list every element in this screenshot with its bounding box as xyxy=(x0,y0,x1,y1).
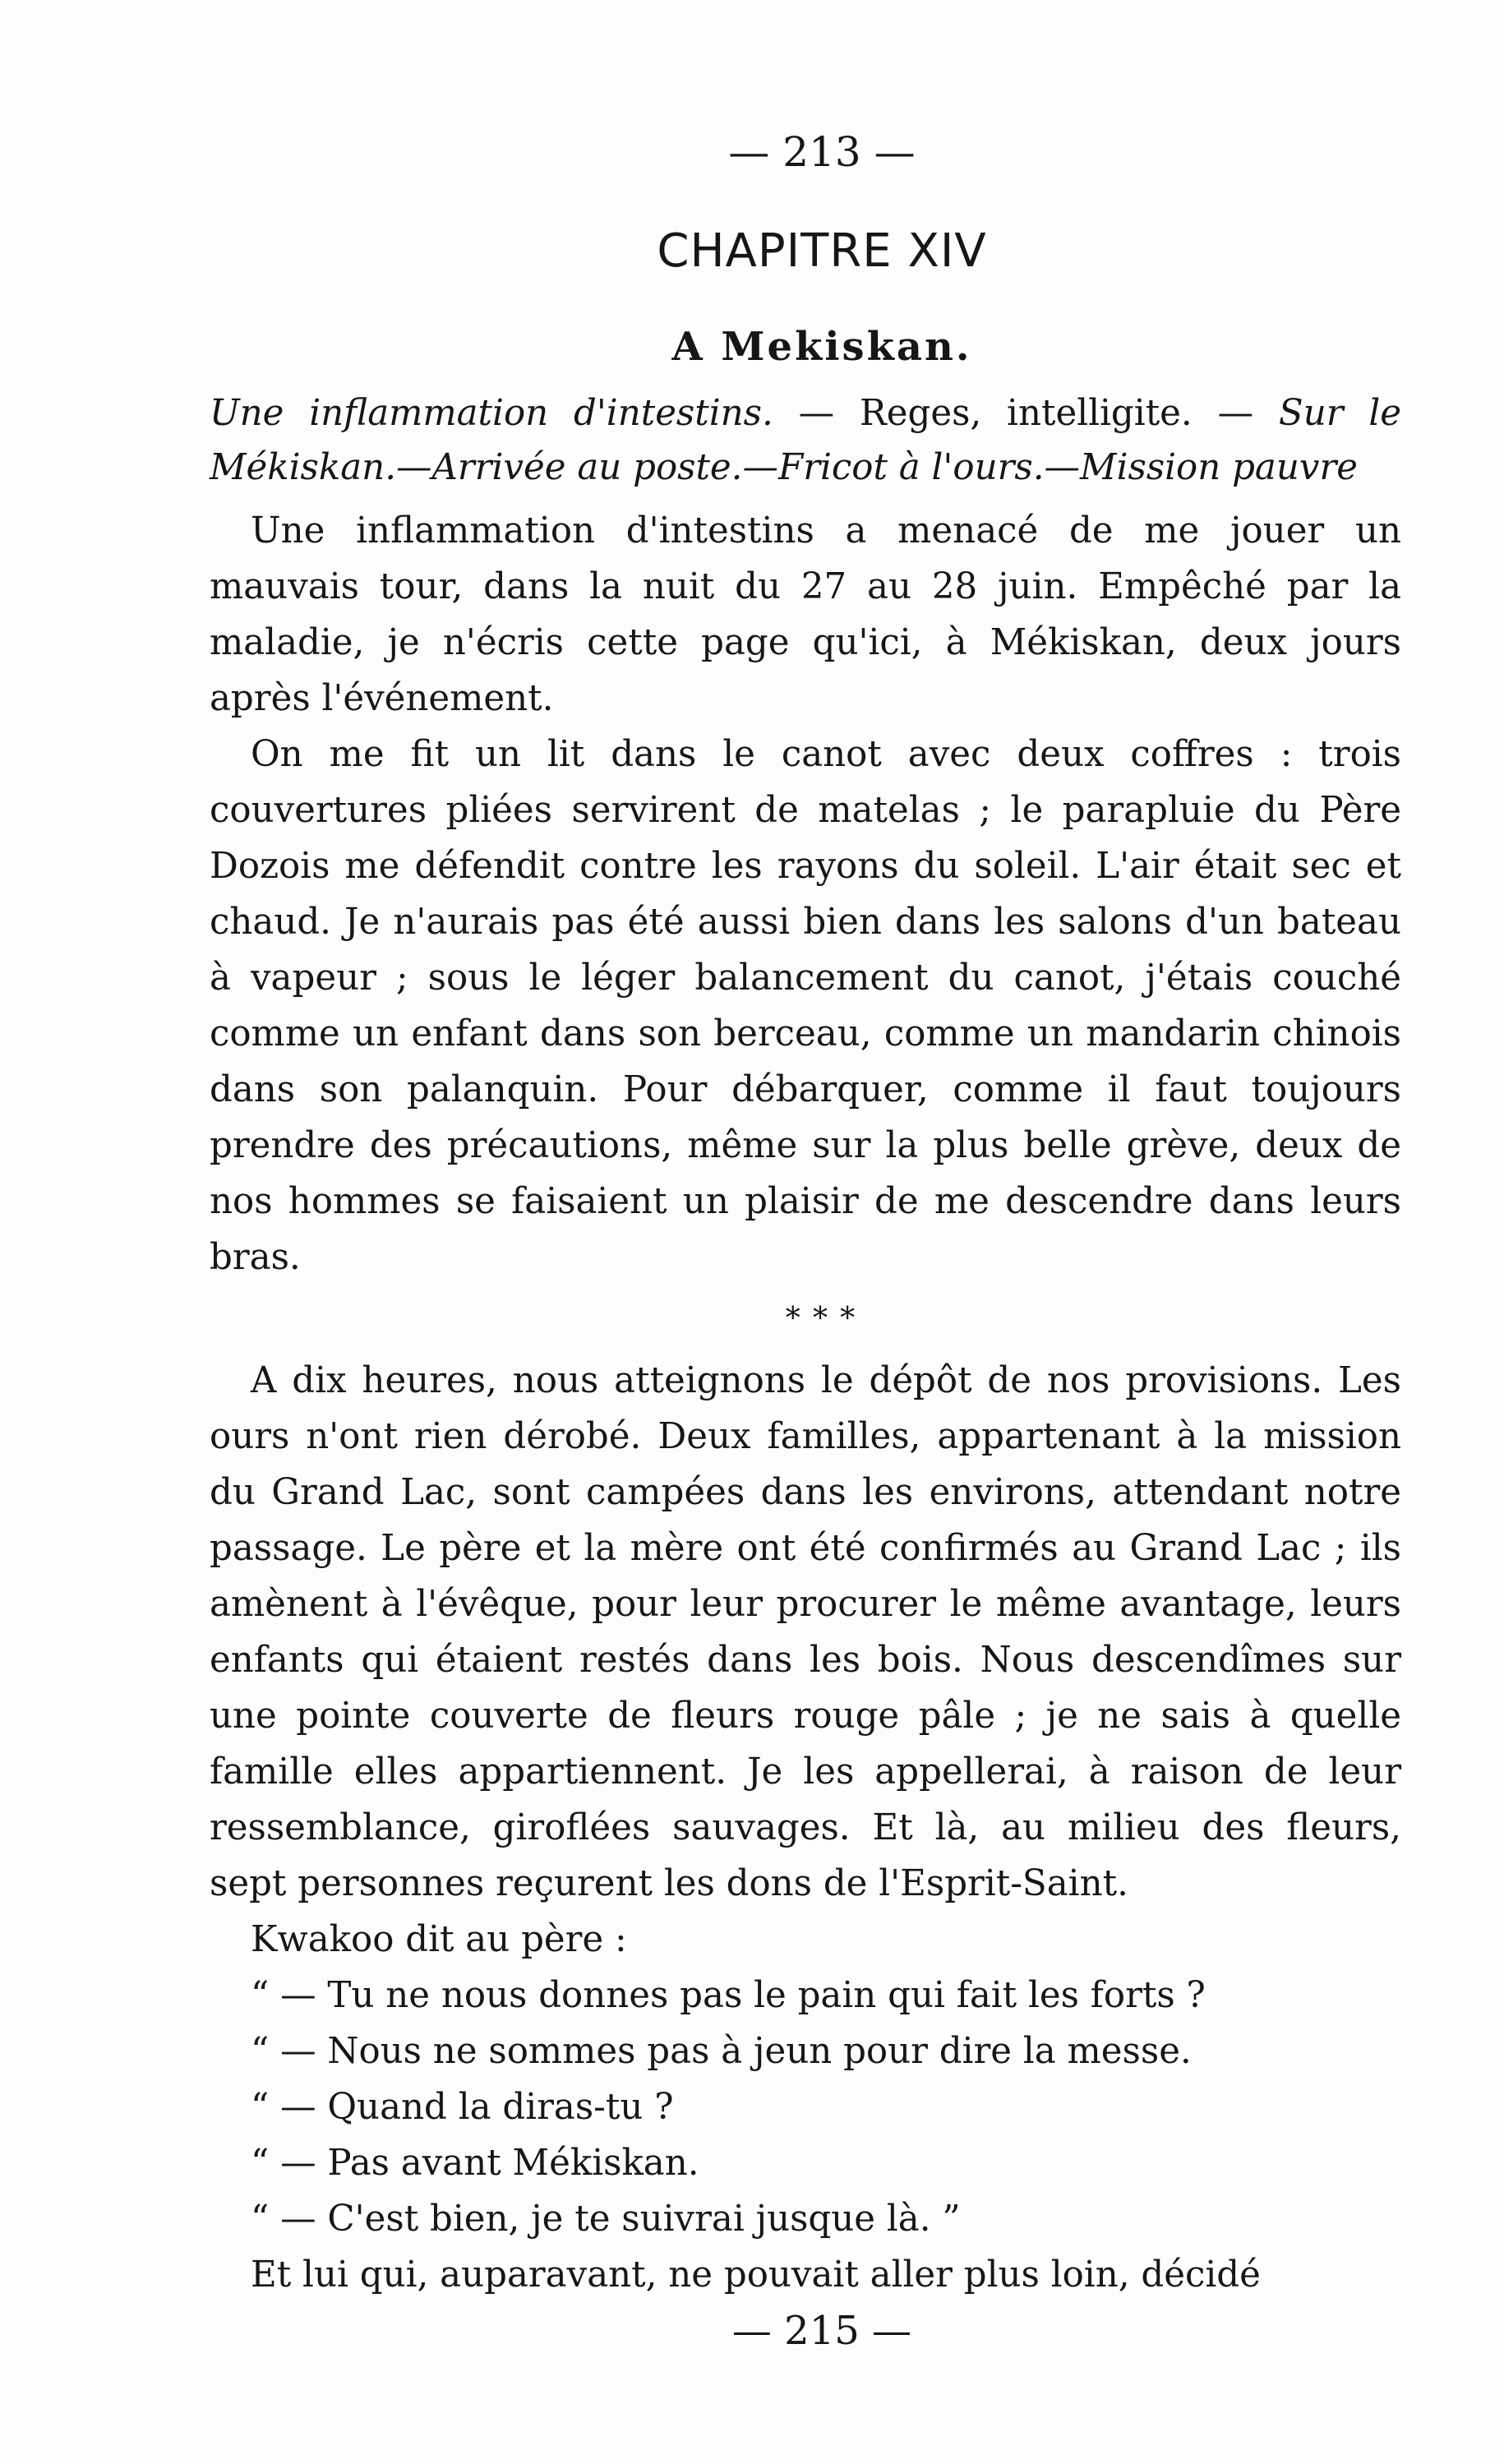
section-separator: * * * xyxy=(785,1302,859,1336)
page-number-bottom: — 215 — xyxy=(731,2308,912,2354)
book-page xyxy=(210,123,1401,2359)
dialogue-line: Et lui qui, auparavant, ne pouvait aller plus loin, décidé xyxy=(251,2254,1261,2296)
dialogue-line: “ — C'est bien, je te suivrai jusque là. ” xyxy=(251,2199,961,2240)
paragraph-3: A dix heures, nous atteignons le dépôt de nos provisions. Les ours n'ont rien dérobé. Deux familles, appartenant à la mission du Grand Lac, sont campées dans les environs, attendant notre passage. Le père et la mère ont été confirmés au Grand Lac ; ils amènent à l'évêque, pour leur procurer le même avantage, leurs enfants qui étaient restés dans les bois. Nous descendîmes sur une pointe couverte de fleurs rouge pâle ; je ne sais à quelle famille elles appartiennent. Je les appellerai, à raison de leur ressemblance, giroflées sauvages. Et là, au milieu des fleurs, sept personnes reçurent les dons de l'Esprit-Saint. xyxy=(210,1360,1401,1904)
dialogue-line: “ — Quand la diras-tu ? xyxy=(251,2087,674,2128)
chapter-title: CHAPITRE XIV xyxy=(657,224,987,278)
dialogue-line: “ — Pas avant Mékiskan. xyxy=(251,2143,699,2184)
dialogue-block xyxy=(210,1912,1401,2303)
dialogue-line: “ — Tu ne nous donnes pas le pain qui fait les forts ? xyxy=(251,1975,1206,2016)
summary-part-1: Une inflammation d'intestins. xyxy=(210,393,773,434)
section-title: A Mekiskan. xyxy=(671,324,972,370)
paragraph-2: On me fit un lit dans le canot avec deux coffres : trois couvertures pliées servirent de matelas ; le parapluie du Père Dozois me défendit contre les rayons du soleil. L'air était sec et chaud. Je n'aurais pas été aussi bien dans les salons d'un bateau à vapeur ; sous le léger balancement du canot, j'étais couché comme un enfant dans son berceau, comme un mandarin chinois dans son palanquin. Pour débarquer, comme il faut toujours prendre des précautions, même sur la plus belle grève, deux de nos hommes se faisaient un plaisir de me descendre dans leurs bras. xyxy=(210,734,1401,1278)
summary-part-2: — Reges, intelligite. — xyxy=(773,393,1279,434)
page-number-top: — 213 — xyxy=(728,128,916,176)
dialogue-line: “ — Nous ne sommes pas à jeun pour dire la messe. xyxy=(251,2031,1192,2072)
summary-part-3: Sur le Mékiskan.—Arrivée au poste.—Fricot à l'ours.—Mission pauvre xyxy=(210,393,1401,488)
dialogue-line: Kwakoo dit au père : xyxy=(251,1919,627,1960)
chapter-summary xyxy=(210,386,1401,495)
paragraph-1: Une inflammation d'intestins a menacé de me jouer un mauvais tour, dans la nuit du 27 au 28 juin. Empêché par la maladie, je n'écris cette page qu'ici, à Mékiskan, deux jours après l'événement. xyxy=(210,510,1401,719)
